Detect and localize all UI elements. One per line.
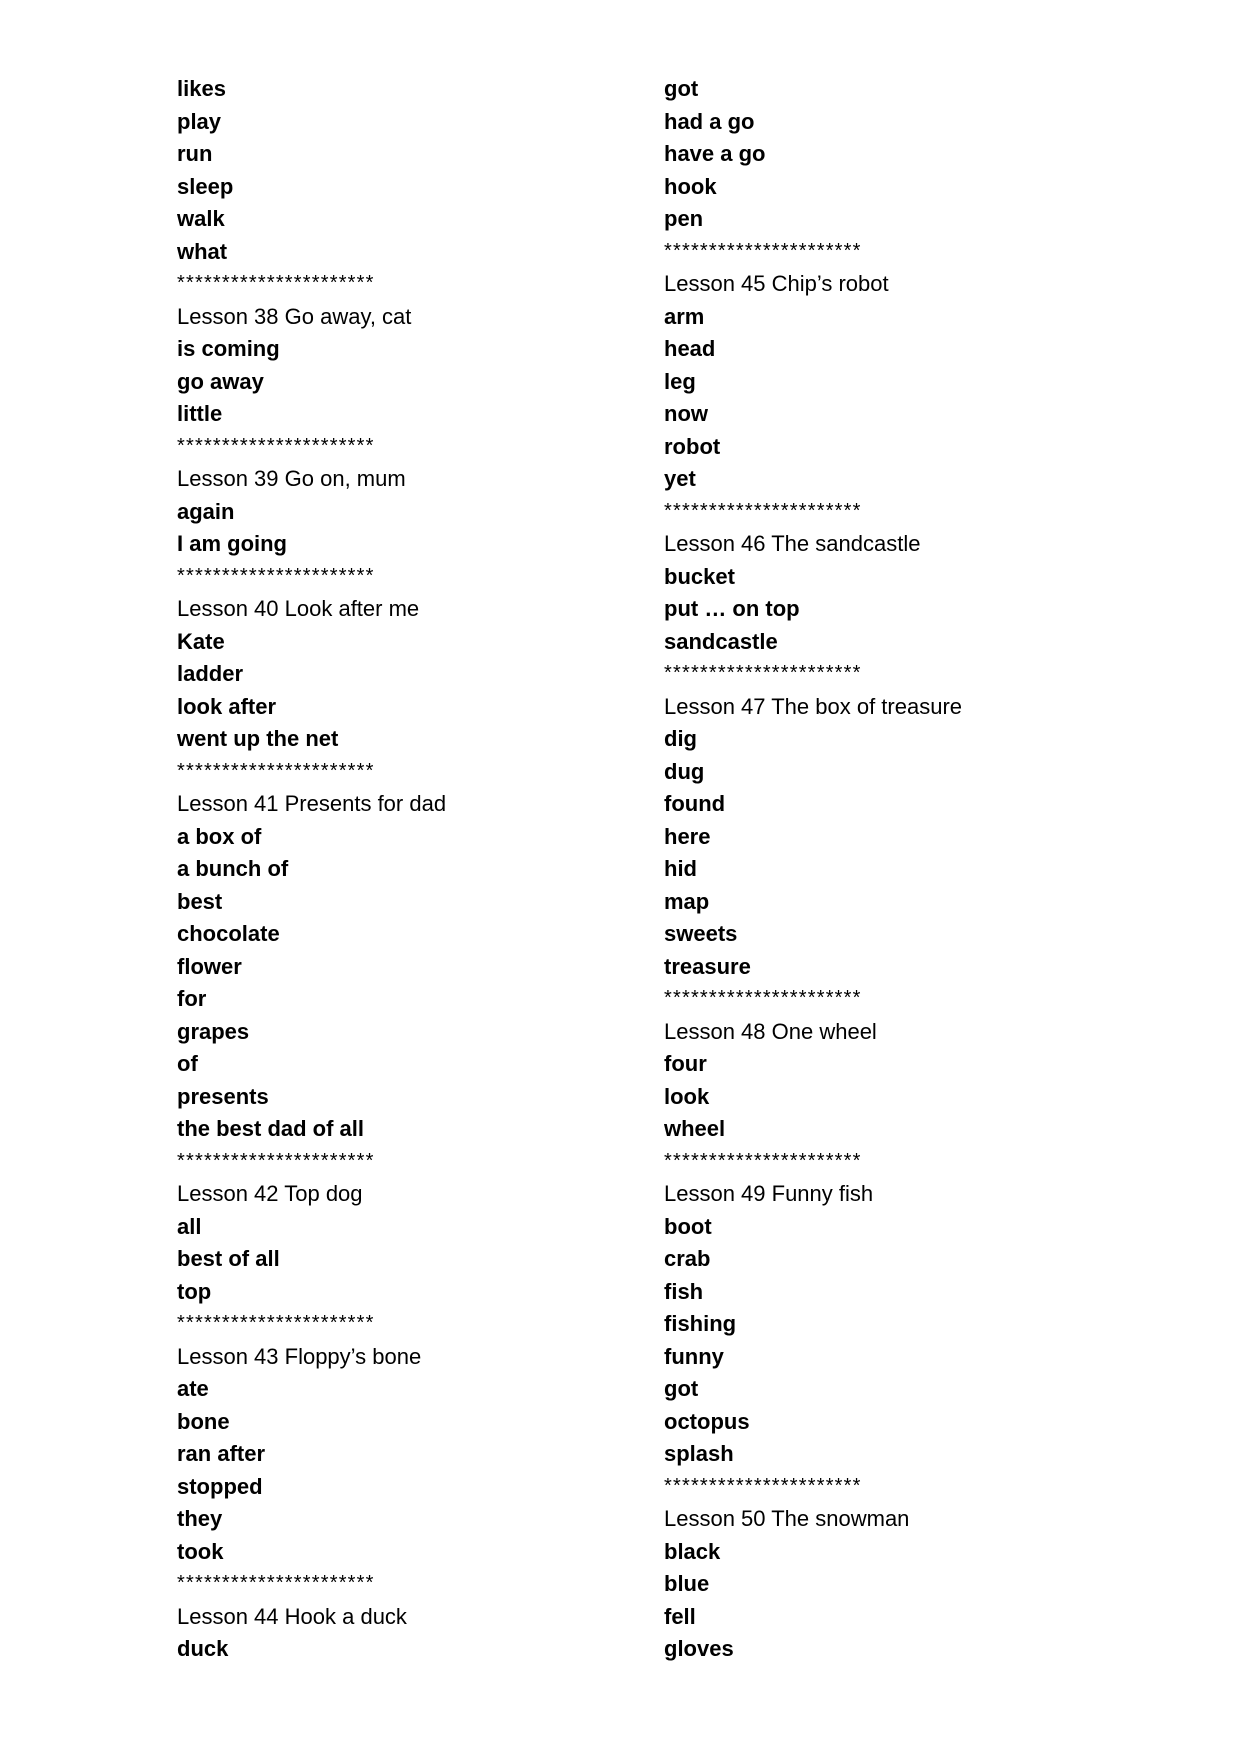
vocab-word: the best dad of all bbox=[177, 1116, 365, 1141]
vocab-word: is coming bbox=[177, 336, 280, 361]
vocab-word: flower bbox=[177, 953, 242, 979]
lesson-title: Lesson 40 Look after me bbox=[177, 596, 420, 621]
vocab-word: little bbox=[177, 401, 223, 426]
vocab-word: got bbox=[664, 76, 699, 101]
vocab-word: a box of bbox=[177, 823, 262, 849]
vocab-word: boot bbox=[664, 1213, 712, 1239]
separator-line: ********************** bbox=[664, 499, 862, 522]
vocab-word: fell bbox=[664, 1603, 696, 1629]
vocab-word: best bbox=[177, 888, 223, 914]
lesson-title: Lesson 44 Hook a duck bbox=[177, 1603, 407, 1629]
separator-line: ********************** bbox=[664, 662, 862, 684]
separator-line: ********************** bbox=[177, 1149, 375, 1172]
vocab-word: walk bbox=[177, 206, 225, 231]
vocab-word: stopped bbox=[177, 1473, 263, 1499]
lesson-title: Lesson 39 Go on, mum bbox=[177, 466, 406, 491]
vocab-word: four bbox=[664, 1051, 707, 1076]
vocab-word: map bbox=[664, 888, 710, 914]
vocab-word: all bbox=[177, 1213, 202, 1239]
vocab-word: gloves bbox=[664, 1636, 734, 1661]
vocab-word: a bunch of bbox=[177, 856, 289, 881]
lesson-title: Lesson 45 Chip’s robot bbox=[664, 271, 889, 296]
vocab-word: robot bbox=[664, 433, 721, 459]
separator-line: ********************** bbox=[664, 1149, 862, 1172]
vocab-word: pen bbox=[664, 206, 704, 231]
vocab-word: duck bbox=[177, 1636, 229, 1661]
vocab-word: blue bbox=[664, 1571, 710, 1596]
vocab-word: now bbox=[664, 401, 708, 426]
vocab-word: Kate bbox=[177, 628, 225, 654]
vocab-word: hook bbox=[664, 173, 717, 199]
separator-line: ********************** bbox=[177, 1312, 375, 1334]
vocab-word: again bbox=[177, 498, 235, 524]
separator-line: ********************** bbox=[177, 759, 375, 782]
lesson-title: Lesson 49 Funny fish bbox=[664, 1181, 874, 1206]
vocab-word: what bbox=[177, 238, 228, 264]
vocab-word: sandcastle bbox=[664, 628, 778, 654]
lesson-title: Lesson 42 Top dog bbox=[177, 1181, 363, 1206]
vocab-word: splash bbox=[664, 1441, 734, 1466]
vocab-word: went up the net bbox=[177, 726, 339, 751]
lesson-title: Lesson 50 The snowman bbox=[664, 1506, 910, 1531]
vocab-word: sweets bbox=[664, 921, 738, 946]
vocab-word: bone bbox=[177, 1408, 230, 1434]
vocab-word: top bbox=[177, 1278, 212, 1304]
vocab-word: presents bbox=[177, 1083, 269, 1109]
vocab-word: ate bbox=[177, 1376, 209, 1401]
vocab-word: treasure bbox=[664, 953, 751, 979]
vocab-word: dug bbox=[664, 758, 705, 784]
vocab-word: play bbox=[177, 108, 222, 134]
vocab-word: they bbox=[177, 1506, 223, 1531]
lesson-title: Lesson 46 The sandcastle bbox=[664, 531, 921, 556]
vocab-word: for bbox=[177, 986, 207, 1011]
vocab-word: fishing bbox=[664, 1311, 737, 1336]
vocab-word: black bbox=[664, 1538, 721, 1564]
vocab-word: chocolate bbox=[177, 921, 280, 946]
vocab-word: put … on top bbox=[664, 596, 800, 621]
vocab-word: ladder bbox=[177, 661, 244, 686]
vocab-word: bucket bbox=[664, 563, 735, 589]
vocab-word: fish bbox=[664, 1278, 704, 1304]
lesson-title: Lesson 48 One wheel bbox=[664, 1018, 877, 1044]
vocab-word: sleep bbox=[177, 173, 234, 199]
vocab-word: here bbox=[664, 823, 711, 849]
separator-line: ********************** bbox=[177, 272, 375, 294]
lesson-title: Lesson 38 Go away, cat bbox=[177, 303, 412, 329]
vocab-word: found bbox=[664, 791, 726, 816]
vocab-word: ran after bbox=[177, 1441, 266, 1466]
lesson-title: Lesson 41 Presents for dad bbox=[177, 791, 447, 816]
vocab-word: octopus bbox=[664, 1408, 750, 1434]
vocab-word: took bbox=[177, 1538, 224, 1564]
vocab-word: wheel bbox=[664, 1116, 726, 1141]
lesson-title: Lesson 47 The box of treasure bbox=[664, 693, 963, 719]
vocab-word: likes bbox=[177, 76, 226, 101]
vocab-word: arm bbox=[664, 303, 705, 329]
vocab-word: got bbox=[664, 1376, 699, 1401]
vocab-word: yet bbox=[664, 466, 696, 491]
vocab-word: grapes bbox=[177, 1018, 250, 1044]
vocab-word: look after bbox=[177, 693, 277, 719]
vocab-word: crab bbox=[664, 1246, 711, 1271]
vocab-word: of bbox=[177, 1051, 198, 1076]
vocab-word: I am going bbox=[177, 531, 287, 556]
vocab-word: run bbox=[177, 141, 213, 166]
separator-line: ********************** bbox=[177, 434, 375, 457]
vocab-word: dig bbox=[664, 726, 697, 751]
vocab-word: best of all bbox=[177, 1246, 280, 1271]
vocab-word: leg bbox=[664, 368, 696, 394]
vocab-word: had a go bbox=[664, 108, 755, 134]
left-column bbox=[177, 73, 617, 1666]
vocab-word: look bbox=[664, 1083, 710, 1109]
separator-line: ********************** bbox=[177, 1572, 375, 1594]
vocab-word: funny bbox=[664, 1343, 724, 1369]
separator-line: ********************** bbox=[664, 1474, 862, 1497]
separator-line: ********************** bbox=[664, 239, 862, 262]
lesson-title: Lesson 43 Floppy’s bone bbox=[177, 1343, 422, 1369]
separator-line: ********************** bbox=[177, 564, 375, 587]
separator-line: ********************** bbox=[664, 987, 862, 1009]
vocab-word: hid bbox=[664, 856, 697, 881]
vocab-word: head bbox=[664, 336, 716, 361]
vocab-word: have a go bbox=[664, 141, 766, 166]
vocab-word: go away bbox=[177, 368, 264, 394]
right-column bbox=[664, 73, 1104, 1666]
